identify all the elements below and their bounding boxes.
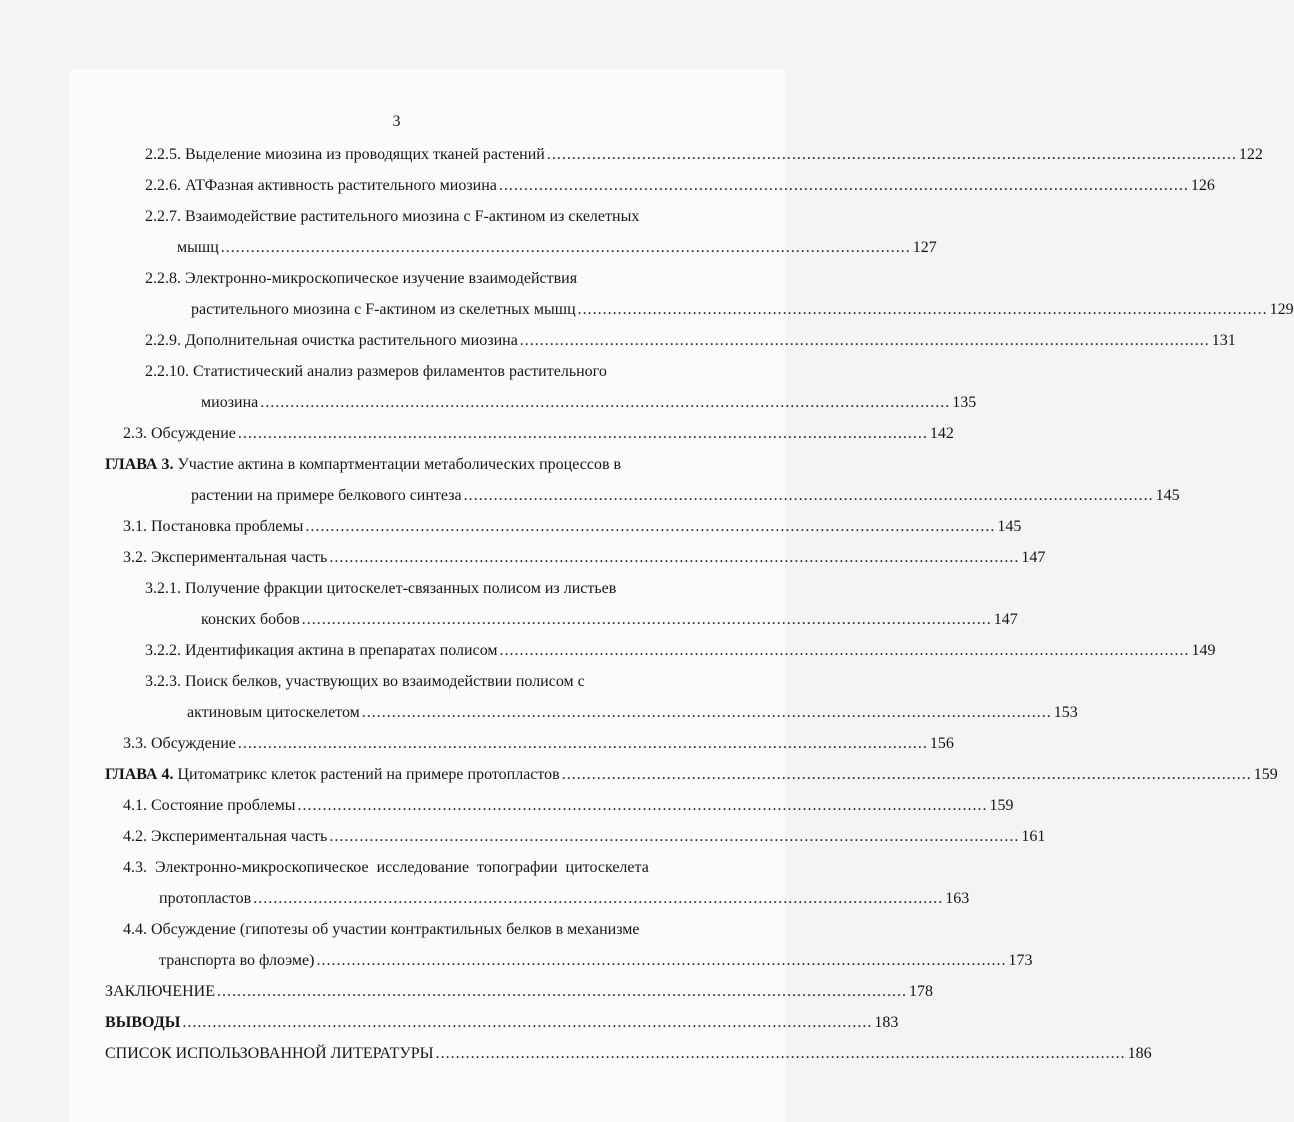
toc-entry-2-2-7-line1[interactable]: 2.2.7. Взаимодействие растительного миозина с F-актином из скелетных xyxy=(145,208,640,225)
toc-page-number: 147 xyxy=(1021,549,1046,566)
toc-page-number: 178 xyxy=(908,983,933,1000)
toc-entry-3-2-2[interactable] xyxy=(145,635,1216,666)
toc-entry-2-2-8-line1[interactable]: 2.2.8. Электронно-микроскопическое изучение взаимодействия xyxy=(145,270,578,287)
toc-page-number: 131 xyxy=(1211,332,1236,349)
toc-entry-4-1[interactable] xyxy=(123,790,1014,821)
toc-page-number: 163 xyxy=(945,890,970,907)
dot-leader: .......................................................................................................................................... xyxy=(463,487,1154,504)
toc-entry-3-2-3-line1[interactable]: 3.2.3. Поиск белков, участвующих во взаимодействии полисом с xyxy=(145,673,585,690)
toc-page-number: 159 xyxy=(989,797,1014,814)
toc-page-number: 186 xyxy=(1127,1045,1152,1062)
toc-entry-title: растении на примере белкового синтеза xyxy=(191,487,462,504)
dot-leader: .......................................................................................................................................... xyxy=(519,332,1210,349)
toc-entry-4-4-line1[interactable]: 4.4. Обсуждение (гипотезы об участии контрактильных белков в механизме xyxy=(123,921,640,938)
dot-leader: .......................................................................................................................................... xyxy=(182,1014,873,1031)
toc-page-number: 127 xyxy=(912,239,937,256)
dot-leader: .......................................................................................................................................... xyxy=(498,177,1189,194)
chapter-label: ГЛАВА 3. xyxy=(105,456,174,473)
toc-entry-2-2-8[interactable] xyxy=(191,294,1294,325)
toc-page-number: 129 xyxy=(1269,301,1294,318)
toc-page-number: 126 xyxy=(1190,177,1215,194)
dot-leader: .......................................................................................................................................... xyxy=(361,704,1052,721)
dot-leader: .......................................................................................................................................... xyxy=(329,549,1020,566)
toc-page-number: 122 xyxy=(1238,146,1263,163)
toc-entry-2-2-10-line1[interactable]: 2.2.10. Статистический анализ размеров филаментов растительного xyxy=(145,363,607,380)
toc-entry-3-2-1[interactable] xyxy=(201,604,1018,635)
toc-page-number: 159 xyxy=(1253,766,1278,783)
toc-entry-3-1[interactable] xyxy=(123,511,1022,542)
toc-page-number: 153 xyxy=(1053,704,1078,721)
toc-entry-title: мышц xyxy=(177,239,219,256)
toc-chapter-4[interactable] xyxy=(105,759,1278,790)
toc-page-number: 173 xyxy=(1008,952,1033,969)
toc-entry-3-2-1-line1[interactable]: 3.2.1. Получение фракции цитоскелет-связанных полисом из листьев xyxy=(145,580,617,597)
dot-leader: .......................................................................................................................................... xyxy=(305,518,996,535)
toc-conclusion[interactable] xyxy=(105,976,933,1007)
dot-leader: .......................................................................................................................................... xyxy=(253,890,944,907)
dot-leader: .......................................................................................................................................... xyxy=(297,797,988,814)
toc-entry-title: 2.2.6. АТФазная активность растительного миозина xyxy=(145,177,497,194)
toc-entry-4-2[interactable] xyxy=(123,821,1046,852)
toc-entry-title: 2.2.5. Выделение миозина из проводящих тканей растений xyxy=(145,146,545,163)
toc-entry-2-2-6[interactable] xyxy=(145,170,1215,201)
toc-entry-title xyxy=(105,759,560,790)
toc-entry-4-3-line1[interactable]: 4.3. Электронно-микроскопическое исследование топографии цитоскелета xyxy=(123,859,649,876)
toc-entry-title: транспорта во флоэме) xyxy=(159,952,315,969)
toc-entry-2-2-7[interactable] xyxy=(177,232,937,263)
dot-leader: .......................................................................................................................................... xyxy=(301,611,992,628)
toc-findings[interactable] xyxy=(105,1007,899,1038)
dot-leader: .......................................................................................................................................... xyxy=(329,828,1020,845)
dot-leader: .......................................................................................................................................... xyxy=(577,301,1268,318)
dot-leader: .......................................................................................................................................... xyxy=(499,642,1190,659)
toc-page-number: 161 xyxy=(1021,828,1046,845)
page-number: 3 xyxy=(392,113,401,130)
dot-leader: .......................................................................................................................................... xyxy=(237,735,928,752)
dot-leader: .......................................................................................................................................... xyxy=(260,394,951,411)
toc-chapter-3[interactable] xyxy=(191,480,1180,511)
toc-entry-4-4[interactable] xyxy=(159,945,1033,976)
toc-entry-title: 4.1. Состояние проблемы xyxy=(123,797,296,814)
toc-entry-title: протопластов xyxy=(159,890,252,907)
toc-page-number: 149 xyxy=(1191,642,1216,659)
chapter-title: Цитоматрикс клеток растений на примере протопластов xyxy=(177,766,560,783)
toc-page-number: 183 xyxy=(874,1014,899,1031)
toc-entry-title: 3.1. Постановка проблемы xyxy=(123,518,304,535)
toc-entry-title: ВЫВОДЫ xyxy=(105,1014,181,1031)
dot-leader: .......................................................................................................................................... xyxy=(220,239,911,256)
toc-page-number: 145 xyxy=(997,518,1022,535)
toc-entry-title: 3.2.2. Идентификация актина в препаратах полисом xyxy=(145,642,498,659)
toc-entry-2-2-10[interactable] xyxy=(201,387,977,418)
toc-entry-3-2-3[interactable] xyxy=(187,697,1078,728)
toc-entry-title: 3.3. Обсуждение xyxy=(123,735,236,752)
toc-entry-title: растительного миозина с F-актином из скелетных мышц xyxy=(191,301,576,318)
toc-entry-2-2-5[interactable] xyxy=(145,139,1263,170)
toc-page-number: 142 xyxy=(929,425,954,442)
toc-entry-title: миозина xyxy=(201,394,259,411)
toc-entry-3-3[interactable] xyxy=(123,728,954,759)
toc-page-number: 156 xyxy=(929,735,954,752)
dot-leader: .......................................................................................................................................... xyxy=(561,766,1252,783)
toc-entry-title: СПИСОК ИСПОЛЬЗОВАННОЙ ЛИТЕРАТУРЫ xyxy=(105,1045,434,1062)
dot-leader: .......................................................................................................................................... xyxy=(237,425,928,442)
toc-page-number: 145 xyxy=(1155,487,1180,504)
toc-entry-title: 2.3. Обсуждение xyxy=(123,425,236,442)
toc-page-number: 135 xyxy=(952,394,977,411)
toc-entry-2-2-9[interactable] xyxy=(145,325,1236,356)
toc-page-number: 147 xyxy=(993,611,1018,628)
chapter-title: Участие актина в компартментации метаболических процессов в xyxy=(177,456,622,473)
toc-entry-title: 4.2. Экспериментальная часть xyxy=(123,828,328,845)
toc-entry-4-3[interactable] xyxy=(159,883,970,914)
dot-leader: .......................................................................................................................................... xyxy=(216,983,907,1000)
toc-references[interactable] xyxy=(105,1038,1152,1069)
dot-leader: .......................................................................................................................................... xyxy=(546,146,1237,163)
toc-entry-title: 2.2.9. Дополнительная очистка растительного миозина xyxy=(145,332,518,349)
toc-chapter-3-line1[interactable] xyxy=(105,449,621,480)
toc-entry-title: ЗАКЛЮЧЕНИЕ xyxy=(105,983,215,1000)
toc-entry-title: конских бобов xyxy=(201,611,300,628)
toc-entry-title: 3.2. Экспериментальная часть xyxy=(123,549,328,566)
dot-leader: .......................................................................................................................................... xyxy=(435,1045,1126,1062)
chapter-label: ГЛАВА 4. xyxy=(105,766,174,783)
toc-entry-title: актиновым цитоскелетом xyxy=(187,704,360,721)
toc-entry-3-2[interactable] xyxy=(123,542,1046,573)
toc-entry-2-3[interactable] xyxy=(123,418,954,449)
dot-leader: .......................................................................................................................................... xyxy=(316,952,1007,969)
